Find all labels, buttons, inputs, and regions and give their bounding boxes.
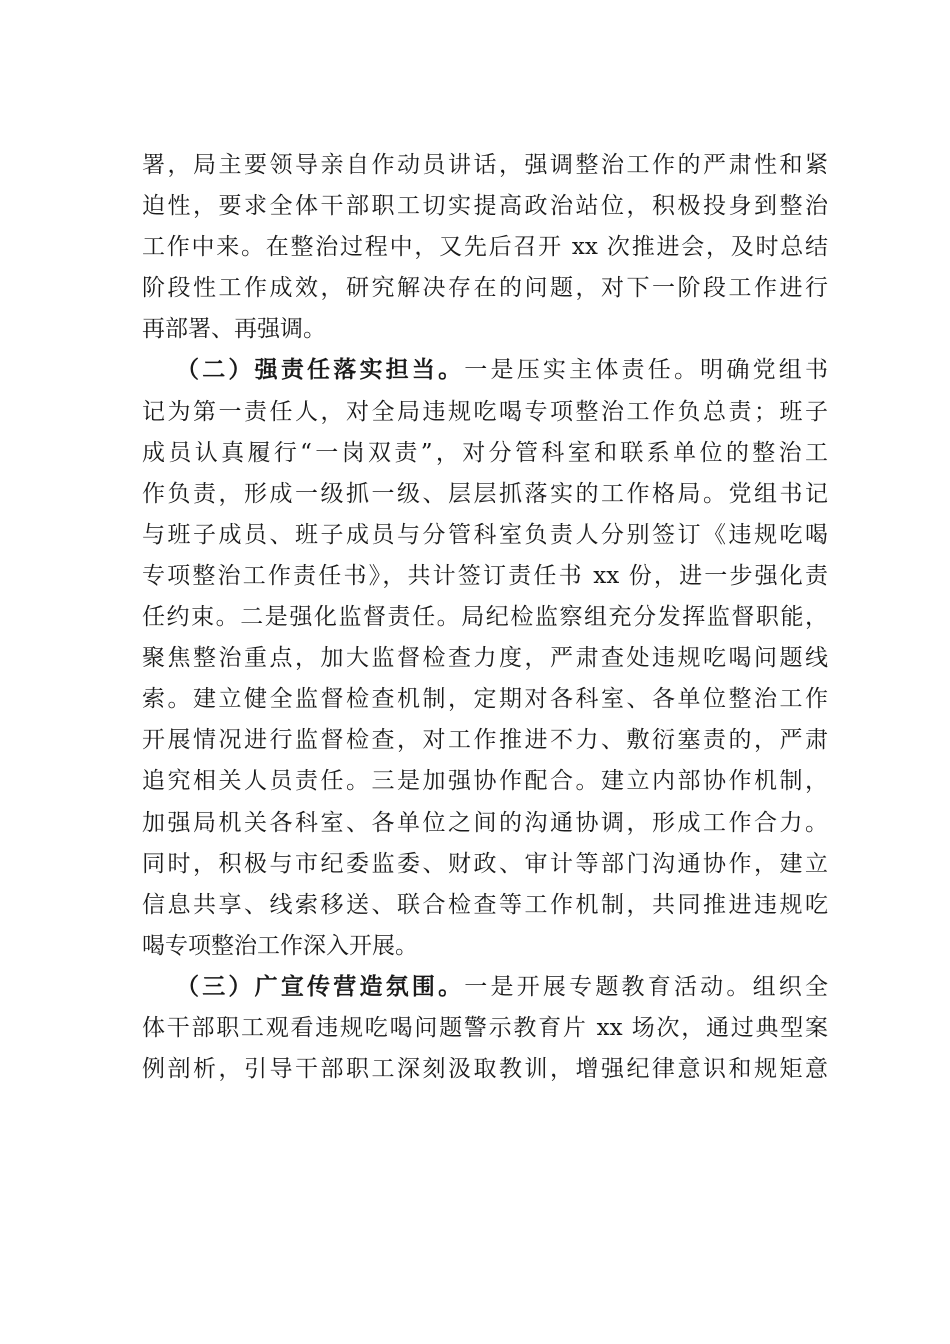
text-line bbox=[142, 350, 828, 391]
section-text: 一是压实主体责任。明确党组书 bbox=[464, 357, 829, 384]
text-line: 署，局主要领导亲自作动员讲话，强调整治工作的严肃性和紧 bbox=[142, 152, 828, 178]
section-text: 一是开展专题教育活动。组织全 bbox=[464, 973, 829, 1000]
text-line: 聚焦整治重点，加大监督检查力度，严肃查处违规吃喝问题线 bbox=[142, 645, 828, 672]
text-line: 作负责，形成一级抓一级、层层抓落实的工作格局。党组书记 bbox=[142, 480, 828, 507]
text-line: 任约束。二是强化监督责任。局纪检监察组充分发挥监督职能， bbox=[142, 604, 828, 631]
text-line: 同时，积极与市纪委监委、财政、审计等部门沟通协作，建立 bbox=[142, 850, 828, 877]
text-line: 开展情况进行监督检查，对工作推进不力、敷衍塞责的，严肃 bbox=[142, 727, 828, 754]
text-line: 迫性，要求全体干部职工切实提高政治站位，积极投身到整治 bbox=[142, 193, 828, 220]
text-line: 与班子成员、班子成员与分管科室负责人分别签订《违规吃喝 bbox=[142, 521, 828, 548]
text-line: 记为第一责任人，对全局违规吃喝专项整治工作负总责；班子 bbox=[142, 398, 828, 425]
text-line: 再部署、再强调。 bbox=[142, 316, 326, 343]
text-line: 索。建立健全监督检查机制，定期对各科室、各单位整治工作 bbox=[142, 686, 828, 713]
paragraph-1 bbox=[142, 145, 828, 350]
text-line: 体干部职工观看违规吃喝问题警示教育片 xx 场次，通过典型案 bbox=[142, 1014, 828, 1041]
paragraph-3 bbox=[142, 967, 828, 1090]
text-line bbox=[142, 967, 828, 1008]
section-heading: （二）强责任落实担当。 bbox=[176, 357, 465, 384]
text-line: 阶段性工作成效，研究解决存在的问题，对下一阶段工作进行 bbox=[142, 275, 828, 302]
text-line: 成员认真履行“一岗双责”，对分管科室和联系单位的整治工 bbox=[142, 439, 828, 466]
text-line: 喝专项整治工作深入开展。 bbox=[142, 932, 418, 959]
document-page bbox=[142, 145, 828, 1090]
text-line: 追究相关人员责任。三是加强协作配合。建立内部协作机制， bbox=[142, 768, 828, 795]
text-line: 例剖析，引导干部职工深刻汲取教训，增强纪律意识和规矩意 bbox=[142, 1056, 828, 1083]
text-line: 信息共享、线索移送、联合检查等工作机制，共同推进违规吃 bbox=[142, 891, 828, 918]
paragraph-2 bbox=[142, 350, 828, 966]
text-line: 加强局机关各科室、各单位之间的沟通协调，形成工作合力。 bbox=[142, 809, 828, 836]
text-line: 专项整治工作责任书》，共计签订责任书 xx 份，进一步强化责 bbox=[142, 562, 828, 589]
text-line: 工作中来。在整治过程中，又先后召开 xx 次推进会，及时总结 bbox=[142, 234, 828, 261]
section-heading: （三）广宣传营造氛围。 bbox=[176, 973, 465, 1000]
